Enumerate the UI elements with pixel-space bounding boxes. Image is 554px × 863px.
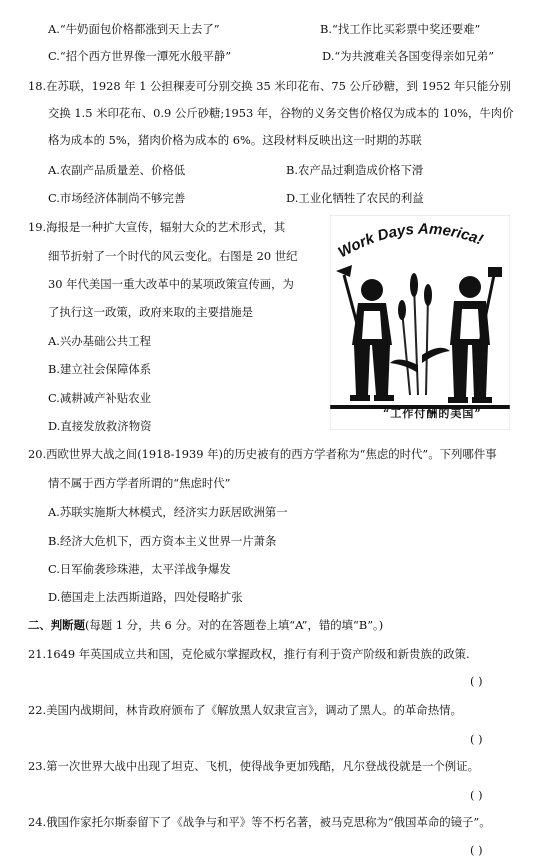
q17-option-a: A.“牛奶面包价格都涨到天上去了” xyxy=(48,22,220,36)
q19-stem-line-2: 细节折射了一个时代的风云变化。右图是 20 世纪 xyxy=(48,249,298,263)
q20-option-c: C.日军偷袭珍珠港，太平洋战争爆发 xyxy=(48,562,231,576)
section-2-heading: 二、判断题 xyxy=(28,618,85,632)
svg-text:Work Days America! xyxy=(335,221,485,262)
q18-option-b: B.农产品过剩造成价格下滑 xyxy=(286,163,424,177)
section-2-heading-row xyxy=(28,618,383,632)
q20-option-d: D.德国走上法西斯道路，四处侵略扩张 xyxy=(48,590,243,604)
q22-answer-blank: ( ) xyxy=(470,732,483,746)
q20-stem-line-2: 情不属于西方学者所谓的“焦虑时代” xyxy=(48,476,231,490)
q21-statement: 21.1649 年英国成立共和国，克伦威尔掌握政权，推行有利于资产阶级和新贵族的政策. xyxy=(28,647,470,661)
q23-answer-blank: ( ) xyxy=(470,788,483,802)
q22-statement: 22.美国内战期间，林肯政府颁布了《解放黑人奴隶宣言》，调动了黑人。的革命热情。 xyxy=(28,703,462,717)
q18-stem-line-3: 格为成本的 5%，猪肉价格为成本的 6%。这段材料反映出这一时期的苏联 xyxy=(48,133,422,147)
q23-statement: 23.第一次世界大战中出现了坦克、飞机，使得战争更加残酷，凡尔登战役就是一个例证。 xyxy=(28,759,479,773)
q19-stem-line-1: 19.海报是一种扩大宣传，辐射大众的艺术形式，其 xyxy=(28,220,286,234)
q19-stem-line-4: 了执行这一政策，政府来取的主要措施是 xyxy=(48,305,254,319)
q19-option-c: C.减耕减产补贴农业 xyxy=(48,391,152,405)
q18-stem-line-1: 18.在苏联，1928 年 1 公担稞麦可分别交换 35 米印花布、75 公斤砂糖，到 1952 年只能分别 xyxy=(28,79,512,93)
q24-answer-blank: ( ) xyxy=(470,843,483,857)
q19-option-b: B.建立社会保障体系 xyxy=(48,362,152,376)
q20-stem-line-1: 20.西欧世界大战之间(1918-1939 年)的历史被有的西方学者称为“焦虑的时代”。下列哪件事 xyxy=(28,447,497,461)
q18-stem-line-2: 交换 1.5 米印花布、0.9 公斤砂糖;1953 年，谷物的义务交售价格仅为成本的 10%，牛肉价 xyxy=(48,106,514,120)
poster-headline: Work Days America! xyxy=(335,220,486,262)
works-progress-poster-image xyxy=(330,215,510,430)
q18-option-c: C.市场经济体制尚不够完善 xyxy=(48,191,186,205)
q19-stem-line-3: 30 年代美国一重大改革中的某项政策宣传画，为 xyxy=(48,277,294,291)
q17-option-d: D.“为共渡难关各国变得亲如兄弟” xyxy=(322,49,495,63)
q21-answer-blank: ( ) xyxy=(470,674,483,688)
q24-statement: 24.俄国作家托尔斯泰留下了《战争与和平》等不朽名著，被马克思称为“俄国革命的镜子”。 xyxy=(28,815,491,829)
poster-caption: “工作付酬的美国” xyxy=(383,407,482,420)
q18-option-a: A.农副产品质量差、价格低 xyxy=(48,163,186,177)
q17-option-c: C.“招个西方世界像一潭死水般平静” xyxy=(48,49,232,63)
q19-option-a: A.兴办基础公共工程 xyxy=(48,334,151,348)
section-2-note: (每题 1 分，共 6 分。对的在答题卷上填“A”，错的填“B”。) xyxy=(84,618,384,632)
q20-option-b: B.经济大危机下，西方资本主义世界一片萧条 xyxy=(48,534,277,548)
q17-option-b: B.“找工作比买彩票中奖还要难” xyxy=(320,22,481,36)
q20-option-a: A.苏联实施斯大林模式，经济实力跃居欧洲第一 xyxy=(48,505,288,519)
q18-option-d: D.工业化牺牲了农民的利益 xyxy=(286,191,424,205)
q19-option-d: D.直接发放救济物资 xyxy=(48,419,152,433)
